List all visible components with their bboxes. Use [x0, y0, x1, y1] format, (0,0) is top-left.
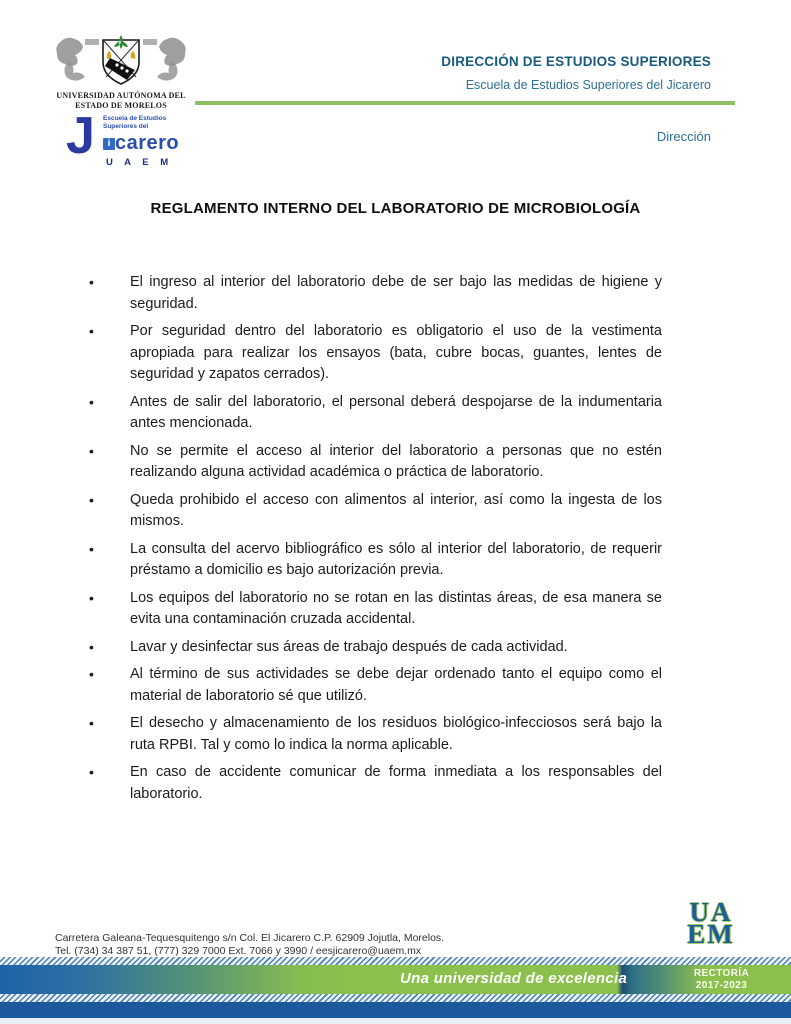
jicarero-logo-text — [103, 115, 179, 168]
rule-text: El desecho y almacenamiento de los residuos biológico-infecciosos será bajo la ruta RPBI. Tal y como lo indica la norma aplicable. — [130, 715, 662, 753]
uaem-crest-icon — [55, 33, 187, 89]
rule-text: Lavar y desinfectar sus áreas de trabajo después de cada actividad. — [130, 638, 568, 655]
rule-text: Por seguridad dentro del laboratorio es obligatorio el uso de la vestimenta apropiada para realizar los ensayos (bata, cubre bocas, guantes, lentes de seguridad y zapatos cerrados). — [130, 323, 662, 382]
letterhead-title: DIRECCIÓN DE ESTUDIOS SUPERIORES — [441, 54, 711, 69]
page-bottom-edge — [0, 1018, 791, 1024]
rule-text: Los equipos del laboratorio no se rotan en las distintas áreas, de esa manera se evita una contaminación cruzada accidental. — [130, 589, 662, 627]
jicarero-logo-uaem: U A E M — [106, 157, 173, 169]
rule-item — [88, 441, 662, 484]
rule-text: Queda prohibido el acceso con alimentos al interior, así como la ingesta de los mismos. — [130, 491, 662, 529]
uaem-wordmark-line2: EM — [687, 919, 735, 949]
jicarero-logo-small-line1: Escuela de Estudios — [103, 115, 167, 122]
uaem-wordmark-logo — [682, 897, 740, 949]
rule-item — [88, 321, 662, 386]
rule-text: La consulta del acervo bibliográfico es sólo al interior del laboratorio, de requerir préstamo a domicilio es bajo autorización previa. — [130, 540, 662, 578]
jicarero-logo-small-line2: Superiores del — [103, 123, 149, 131]
banner-slogan: Una universidad de excelencia — [400, 970, 628, 987]
rule-item — [88, 272, 662, 315]
university-name-line1: UNIVERSIDAD AUTÓNOMA DEL — [56, 91, 186, 100]
footer-address-line2: Tel. (734) 34 387 51, (777) 329 7000 Ext. 7066 y 3990 / eesjicarero@uaem.mx — [55, 944, 422, 957]
rule-text: Al término de sus actividades se debe dejar ordenado tanto el equipo como el material de laboratorio sé que utilizó. — [130, 666, 662, 704]
jicarero-logo-j: J — [66, 107, 95, 165]
banner-rectoria — [652, 968, 791, 991]
letterhead — [441, 54, 711, 92]
rule-item — [88, 490, 662, 533]
rule-item — [88, 588, 662, 631]
uaem-crest-block — [48, 33, 194, 112]
jicarero-logo — [66, 107, 196, 170]
rule-text: Antes de salir del laboratorio, el personal deberá despojarse de la indumentaria antes mencionada. — [130, 393, 662, 431]
university-name-line2: ESTADO DE MORELOS — [75, 101, 167, 111]
hatch-stripe-top — [0, 957, 791, 965]
section-label: Dirección — [656, 129, 711, 144]
rule-item — [88, 664, 662, 707]
jicarero-logo-i: i — [103, 138, 115, 150]
rules-list — [88, 272, 662, 811]
header-divider — [195, 101, 735, 105]
rule-item — [88, 713, 662, 756]
rule-item — [88, 539, 662, 582]
hatch-stripe-bottom — [0, 994, 791, 1002]
rule-text: En caso de accidente comunicar de forma inmediata a los responsables del laboratorio. — [130, 764, 662, 802]
rule-item — [88, 762, 662, 805]
rule-text: No se permite el acceso al interior del laboratorio a personas que no estén realizando alguna actividad académica o práctica de laboratorio. — [130, 442, 662, 480]
footer-address-line1: Carretera Galeana-Tequesquitengo s/n Col. El Jicarero C.P. 62909 Jojutla, Morelos. — [55, 932, 445, 944]
page-title: REGLAMENTO INTERNO DEL LABORATORIO DE MICROBIOLOGÍA — [150, 200, 641, 217]
jicarero-logo-carero: carero — [115, 132, 180, 155]
rule-item — [88, 637, 662, 659]
rule-text: El ingreso al interior del laboratorio debe de ser bajo las medidas de higiene y seguridad. — [130, 274, 662, 312]
uaem-wordmark-line1: UA — [689, 897, 733, 927]
banner-rectoria-line2: 2017-2023 — [695, 979, 748, 991]
footer-blue-bar — [0, 1002, 791, 1018]
banner-rectoria-line1: RECTORÍA — [693, 968, 750, 979]
footer-address — [55, 932, 444, 957]
letterhead-subtitle: Escuela de Estudios Superiores del Jicarero — [465, 78, 711, 92]
rule-item — [88, 392, 662, 435]
jicarero-logo-wordmark — [103, 132, 179, 155]
